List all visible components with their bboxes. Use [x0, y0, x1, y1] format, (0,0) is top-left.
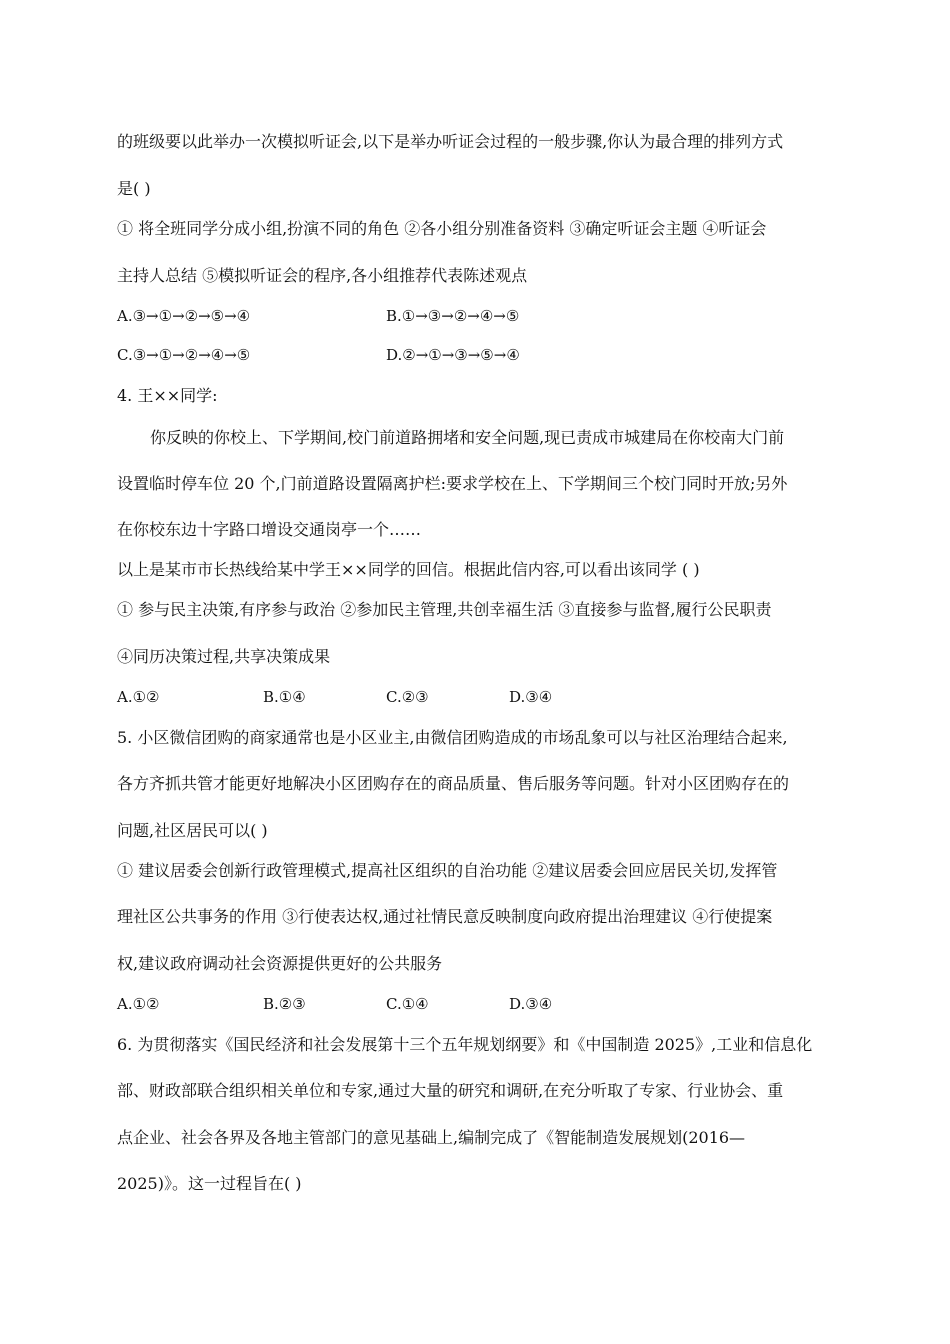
q4-items-line-1: ① 参与民主决策,有序参与政治 ②参加民主管理,共创幸福生活 ③直接参与监督,履行公民职责	[117, 600, 772, 619]
q5-option-b[interactable]: B.②③	[263, 995, 306, 1013]
q4-letter-line-3: 在你校东边十字路口增设交通岗亭一个……	[117, 520, 422, 539]
q3-option-c[interactable]: C.③→①→②→④→⑤	[117, 346, 251, 364]
q6-stem-line-2: 部、财政部联合组织相关单位和专家,通过大量的研究和调研,在充分听取了专家、行业协会、重	[117, 1081, 784, 1100]
q6-stem-line-4: 2025)》。这一过程旨在( )	[117, 1174, 302, 1193]
q5-option-d[interactable]: D.③④	[509, 995, 553, 1013]
q3-option-d[interactable]: D.②→①→③→⑤→④	[386, 346, 520, 364]
q5-stem-line-1: 5. 小区微信团购的商家通常也是小区业主,由微信团购造成的市场乱象可以与社区治理结合起来,	[117, 728, 788, 747]
q5-option-c[interactable]: C.①④	[386, 995, 429, 1013]
q4-option-d[interactable]: D.③④	[509, 688, 553, 706]
q4-items-line-2: ④同历决策过程,共享决策成果	[117, 647, 331, 666]
q3-stem-line-1: 的班级要以此举办一次模拟听证会,以下是举办听证会过程的一般步骤,你认为最合理的排列方式	[117, 132, 784, 151]
q4-option-b[interactable]: B.①④	[263, 688, 306, 706]
q6-stem-line-1: 6. 为贯彻落实《国民经济和社会发展第十三个五年规划纲要》和《中国制造 2025》,工业和信息化	[117, 1035, 813, 1054]
q5-items-line-1: ① 建议居委会创新行政管理模式,提高社区组织的自治功能 ②建议居委会回应居民关切,发挥管	[117, 861, 778, 880]
q4-letter-line-1: 你反映的你校上、下学期间,校门前道路拥堵和安全问题,现已责成市城建局在你校南大门前	[150, 428, 785, 447]
q4-header: 4. 王××同学:	[117, 386, 218, 405]
q5-stem-line-3: 问题,社区居民可以( )	[117, 821, 268, 840]
q5-items-line-3: 权,建议政府调动社会资源提供更好的公共服务	[117, 954, 443, 973]
q3-option-a[interactable]: A.③→①→②→⑤→④	[117, 307, 251, 325]
q3-option-b[interactable]: B.①→③→②→④→⑤	[386, 307, 520, 325]
q4-letter-line-2: 设置临时停车位 20 个,门前道路设置隔离护栏:要求学校在上、下学期间三个校门同时开放;另外	[117, 474, 788, 493]
q5-option-a[interactable]: A.①②	[117, 995, 160, 1013]
q3-items-line-2: 主持人总结 ⑤模拟听证会的程序,各小组推荐代表陈述观点	[117, 266, 528, 285]
q4-option-c[interactable]: C.②③	[386, 688, 429, 706]
q5-stem-line-2: 各方齐抓共管才能更好地解决小区团购存在的商品质量、售后服务等问题。针对小区团购存在的	[117, 774, 790, 793]
q4-question: 以上是某市市长热线给某中学王××同学的回信。根据此信内容,可以看出该同学 ( )	[117, 560, 700, 579]
q6-stem-line-3: 点企业、社会各界及各地主管部门的意见基础上,编制完成了《智能制造发展规划(2016—	[117, 1128, 746, 1147]
q3-items-line-1: ① 将全班同学分成小组,扮演不同的角色 ②各小组分别准备资料 ③确定听证会主题 ④听证会	[117, 219, 767, 238]
q4-option-a[interactable]: A.①②	[117, 688, 160, 706]
q3-stem-line-2: 是( )	[117, 179, 151, 198]
q5-items-line-2: 理社区公共事务的作用 ③行使表达权,通过社情民意反映制度向政府提出治理建议 ④行使提案	[117, 907, 773, 926]
